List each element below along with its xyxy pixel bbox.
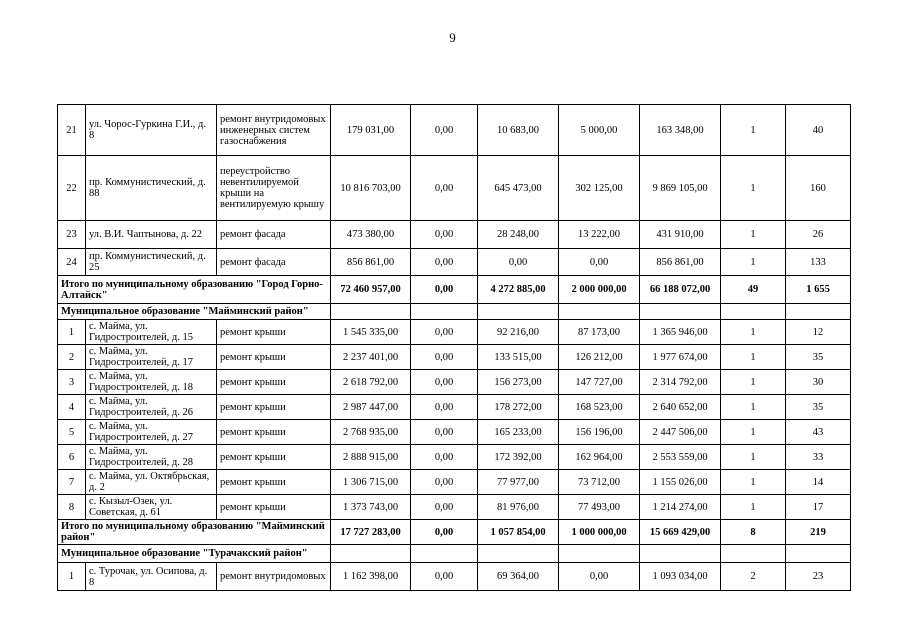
funding-cell-4: 1 977 674,00 [640,345,721,370]
funding-cell-3: 156 196,00 [559,420,640,445]
row-number-cell: 4 [58,395,86,420]
count-cell: 1 [721,420,786,445]
residents-cell: 35 [786,345,851,370]
residents-cell: 12 [786,320,851,345]
address-cell: с. Майма, ул. Гидростроителей, д. 28 [86,445,217,470]
work-type-cell: ремонт фасада [217,249,331,276]
funding-cell-2: 77 977,00 [478,470,559,495]
table-row [58,221,851,249]
total-cost-cell: 1 306 715,00 [331,470,411,495]
work-type-cell: ремонт крыши [217,445,331,470]
total-cost-cell: 1 373 743,00 [331,495,411,520]
empty-cell [721,304,786,320]
funding-cell-2: 81 976,00 [478,495,559,520]
funding-cell-2: 69 364,00 [478,563,559,591]
funding-cell-2: 165 233,00 [478,420,559,445]
empty-cell [331,545,411,563]
total-cost-cell: 2 768 935,00 [331,420,411,445]
count-cell: 1 [721,105,786,156]
work-type-cell: ремонт внутридомовых [217,563,331,591]
funding-cell-4: 2 447 506,00 [640,420,721,445]
section-label-cell: Муниципальное образование "Турачакский район" [58,545,331,563]
total-cost-cell: 473 380,00 [331,221,411,249]
total-cost-cell: 2 237 401,00 [331,345,411,370]
funding-cell-2: 156 273,00 [478,370,559,395]
count-cell: 1 [721,156,786,221]
address-cell: с. Майма, ул. Гидростроителей, д. 18 [86,370,217,395]
funding-cell-1: 0,00 [411,345,478,370]
total-cost-cell: 179 031,00 [331,105,411,156]
funding-cell-1: 0,00 [411,249,478,276]
funding-cell-4: 1 093 034,00 [640,563,721,591]
residents-cell: 160 [786,156,851,221]
count-cell: 1 [721,221,786,249]
funding-cell-3: 87 173,00 [559,320,640,345]
row-number-cell: 3 [58,370,86,395]
empty-cell [478,545,559,563]
address-cell: с. Майма, ул. Гидростроителей, д. 15 [86,320,217,345]
total-cost-cell: 17 727 283,00 [331,520,411,545]
address-cell: с. Майма, ул. Октябрьская, д. 2 [86,470,217,495]
funding-cell-3: 73 712,00 [559,470,640,495]
page-number: 9 [449,30,456,45]
funding-cell-4: 431 910,00 [640,221,721,249]
funding-cell-3: 0,00 [559,563,640,591]
funding-cell-2: 28 248,00 [478,221,559,249]
funding-cell-3: 1 000 000,00 [559,520,640,545]
count-cell: 2 [721,563,786,591]
empty-cell [786,304,851,320]
funding-cell-3: 0,00 [559,249,640,276]
total-cost-cell: 856 861,00 [331,249,411,276]
residents-cell: 17 [786,495,851,520]
work-type-cell: ремонт крыши [217,420,331,445]
funding-cell-3: 2 000 000,00 [559,276,640,304]
address-cell: с. Майма, ул. Гидростроителей, д. 27 [86,420,217,445]
row-number-cell: 7 [58,470,86,495]
work-type-cell: ремонт крыши [217,345,331,370]
funding-cell-4: 1 365 946,00 [640,320,721,345]
funding-cell-1: 0,00 [411,495,478,520]
funding-cell-4: 1 155 026,00 [640,470,721,495]
row-number-cell: 2 [58,345,86,370]
funding-cell-4: 9 869 105,00 [640,156,721,221]
residents-cell: 1 655 [786,276,851,304]
work-type-cell: ремонт крыши [217,370,331,395]
funding-cell-1: 0,00 [411,445,478,470]
empty-cell [411,304,478,320]
total-cost-cell: 2 618 792,00 [331,370,411,395]
row-number-cell: 5 [58,420,86,445]
empty-cell [559,304,640,320]
total-cost-cell: 2 888 915,00 [331,445,411,470]
funding-cell-1: 0,00 [411,563,478,591]
funding-cell-4: 2 553 559,00 [640,445,721,470]
funding-cell-1: 0,00 [411,420,478,445]
funding-cell-1: 0,00 [411,221,478,249]
residents-cell: 14 [786,470,851,495]
funding-cell-2: 645 473,00 [478,156,559,221]
table-row [58,105,851,156]
total-cost-cell: 2 987 447,00 [331,395,411,420]
table-row [58,445,851,470]
address-cell: с. Кызыл-Озек, ул. Советская, д. 61 [86,495,217,520]
funding-cell-2: 92 216,00 [478,320,559,345]
residents-cell: 43 [786,420,851,445]
work-type-cell: ремонт фасада [217,221,331,249]
work-type-cell: ремонт крыши [217,470,331,495]
table-row [58,395,851,420]
count-cell: 8 [721,520,786,545]
total-label-cell: Итого по муниципальному образованию "Майминский район" [58,520,331,545]
address-cell: с. Турочак, ул. Осипова, д. 8 [86,563,217,591]
row-number-cell: 21 [58,105,86,156]
funding-cell-3: 162 964,00 [559,445,640,470]
total-cost-cell: 72 460 957,00 [331,276,411,304]
funding-cell-4: 1 214 274,00 [640,495,721,520]
residents-cell: 219 [786,520,851,545]
section-header-row [58,545,851,563]
funding-cell-4: 2 640 652,00 [640,395,721,420]
repair-program-table [57,104,851,591]
empty-cell [640,545,721,563]
residents-cell: 133 [786,249,851,276]
residents-cell: 35 [786,395,851,420]
empty-cell [411,545,478,563]
total-label-cell: Итого по муниципальному образованию "Город Горно-Алтайск" [58,276,331,304]
funding-cell-1: 0,00 [411,105,478,156]
address-cell: ул. Чорос-Гуркина Г.И., д. 8 [86,105,217,156]
section-label-cell: Муниципальное образование "Майминский район" [58,304,331,320]
count-cell: 1 [721,345,786,370]
count-cell: 1 [721,370,786,395]
empty-cell [331,304,411,320]
address-cell: с. Майма, ул. Гидростроителей, д. 26 [86,395,217,420]
residents-cell: 40 [786,105,851,156]
row-number-cell: 1 [58,563,86,591]
funding-cell-4: 15 669 429,00 [640,520,721,545]
funding-cell-4: 66 188 072,00 [640,276,721,304]
empty-cell [478,304,559,320]
table-row [58,156,851,221]
residents-cell: 30 [786,370,851,395]
table-row [58,370,851,395]
row-number-cell: 22 [58,156,86,221]
row-number-cell: 23 [58,221,86,249]
address-cell: пр. Коммунистический, д. 25 [86,249,217,276]
count-cell: 1 [721,445,786,470]
empty-cell [559,545,640,563]
funding-cell-3: 126 212,00 [559,345,640,370]
table-row [58,345,851,370]
empty-cell [721,545,786,563]
funding-cell-3: 168 523,00 [559,395,640,420]
funding-cell-3: 302 125,00 [559,156,640,221]
empty-cell [640,304,721,320]
work-type-cell: ремонт внутридомовых инженерных систем газоснабжения [217,105,331,156]
residents-cell: 26 [786,221,851,249]
count-cell: 1 [721,470,786,495]
residents-cell: 23 [786,563,851,591]
total-cost-cell: 10 816 703,00 [331,156,411,221]
funding-cell-2: 172 392,00 [478,445,559,470]
total-row [58,520,851,545]
total-row [58,276,851,304]
funding-cell-1: 0,00 [411,156,478,221]
count-cell: 1 [721,249,786,276]
funding-cell-1: 0,00 [411,370,478,395]
total-cost-cell: 1 545 335,00 [331,320,411,345]
row-number-cell: 8 [58,495,86,520]
funding-cell-1: 0,00 [411,276,478,304]
address-cell: с. Майма, ул. Гидростроителей, д. 17 [86,345,217,370]
work-type-cell: ремонт крыши [217,320,331,345]
address-cell: пр. Коммунистический, д. 88 [86,156,217,221]
row-number-cell: 24 [58,249,86,276]
address-cell: ул. В.И. Чаптынова, д. 22 [86,221,217,249]
table-row [58,495,851,520]
table-row [58,320,851,345]
funding-cell-4: 163 348,00 [640,105,721,156]
funding-cell-3: 5 000,00 [559,105,640,156]
funding-cell-2: 133 515,00 [478,345,559,370]
table-row [58,420,851,445]
funding-cell-4: 856 861,00 [640,249,721,276]
residents-cell: 33 [786,445,851,470]
funding-cell-3: 147 727,00 [559,370,640,395]
work-type-cell: ремонт крыши [217,395,331,420]
row-number-cell: 6 [58,445,86,470]
count-cell: 1 [721,395,786,420]
total-cost-cell: 1 162 398,00 [331,563,411,591]
funding-cell-1: 0,00 [411,470,478,495]
funding-cell-1: 0,00 [411,320,478,345]
row-number-cell: 1 [58,320,86,345]
funding-cell-1: 0,00 [411,520,478,545]
work-type-cell: ремонт крыши [217,495,331,520]
empty-cell [786,545,851,563]
work-type-cell: переустройство невентилируемой крыши на вентилируемую крышу [217,156,331,221]
table-row [58,249,851,276]
funding-cell-2: 0,00 [478,249,559,276]
count-cell: 1 [721,320,786,345]
funding-cell-3: 77 493,00 [559,495,640,520]
funding-cell-2: 10 683,00 [478,105,559,156]
funding-cell-4: 2 314 792,00 [640,370,721,395]
funding-cell-2: 4 272 885,00 [478,276,559,304]
funding-cell-2: 1 057 854,00 [478,520,559,545]
table-row [58,563,851,591]
count-cell: 1 [721,495,786,520]
funding-cell-1: 0,00 [411,395,478,420]
count-cell: 49 [721,276,786,304]
funding-cell-3: 13 222,00 [559,221,640,249]
table-row [58,470,851,495]
section-header-row [58,304,851,320]
funding-cell-2: 178 272,00 [478,395,559,420]
